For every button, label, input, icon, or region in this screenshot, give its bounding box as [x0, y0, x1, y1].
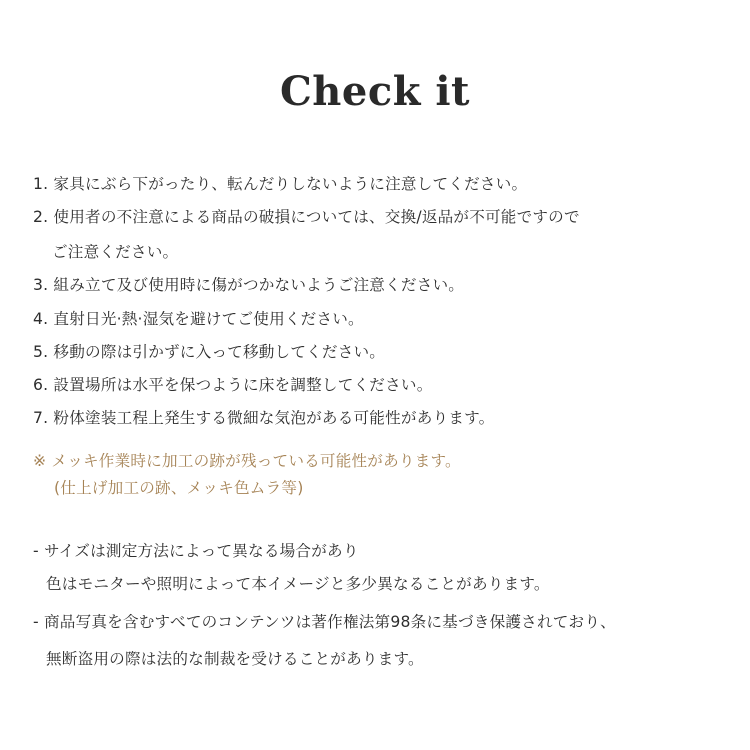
caution-item-7: 7. 粉体塗装工程上発生する微細な気泡がある可能性があります。: [33, 409, 495, 427]
caution-item-2-continued: ご注意ください。: [52, 243, 179, 261]
disclaimer-copyright-continued: 無断盗用の際は法的な制裁を受けることがあります。: [46, 650, 424, 668]
disclaimer-copyright: - 商品写真を含むすべてのコンテンツは著作権法第98条に基づき保護されており、: [33, 613, 616, 631]
plating-note: ※ メッキ作業時に加工の跡が残っている可能性があります。: [33, 452, 461, 470]
plating-note-detail: (仕上げ加工の跡、メッキ色ムラ等): [54, 479, 304, 497]
caution-item-1: 1. 家具にぶら下がったり、転んだりしないように注意してください。: [33, 175, 528, 193]
disclaimer-size: - サイズは測定方法によって異なる場合があり: [33, 542, 359, 560]
page-title: Check it: [279, 68, 471, 115]
caution-item-5: 5. 移動の際は引かずに入って移動してください。: [33, 343, 386, 361]
caution-item-2: 2. 使用者の不注意による商品の破損については、交換/返品が不可能ですので: [33, 208, 580, 226]
caution-item-3: 3. 組み立て及び使用時に傷がつかないようご注意ください。: [33, 276, 465, 294]
disclaimer-size-continued: 色はモニターや照明によって本イメージと多少異なることがあります。: [46, 575, 550, 593]
caution-item-4: 4. 直射日光·熱·湿気を避けてご使用ください。: [33, 310, 364, 328]
caution-item-6: 6. 設置場所は水平を保つように床を調整してください。: [33, 376, 433, 394]
